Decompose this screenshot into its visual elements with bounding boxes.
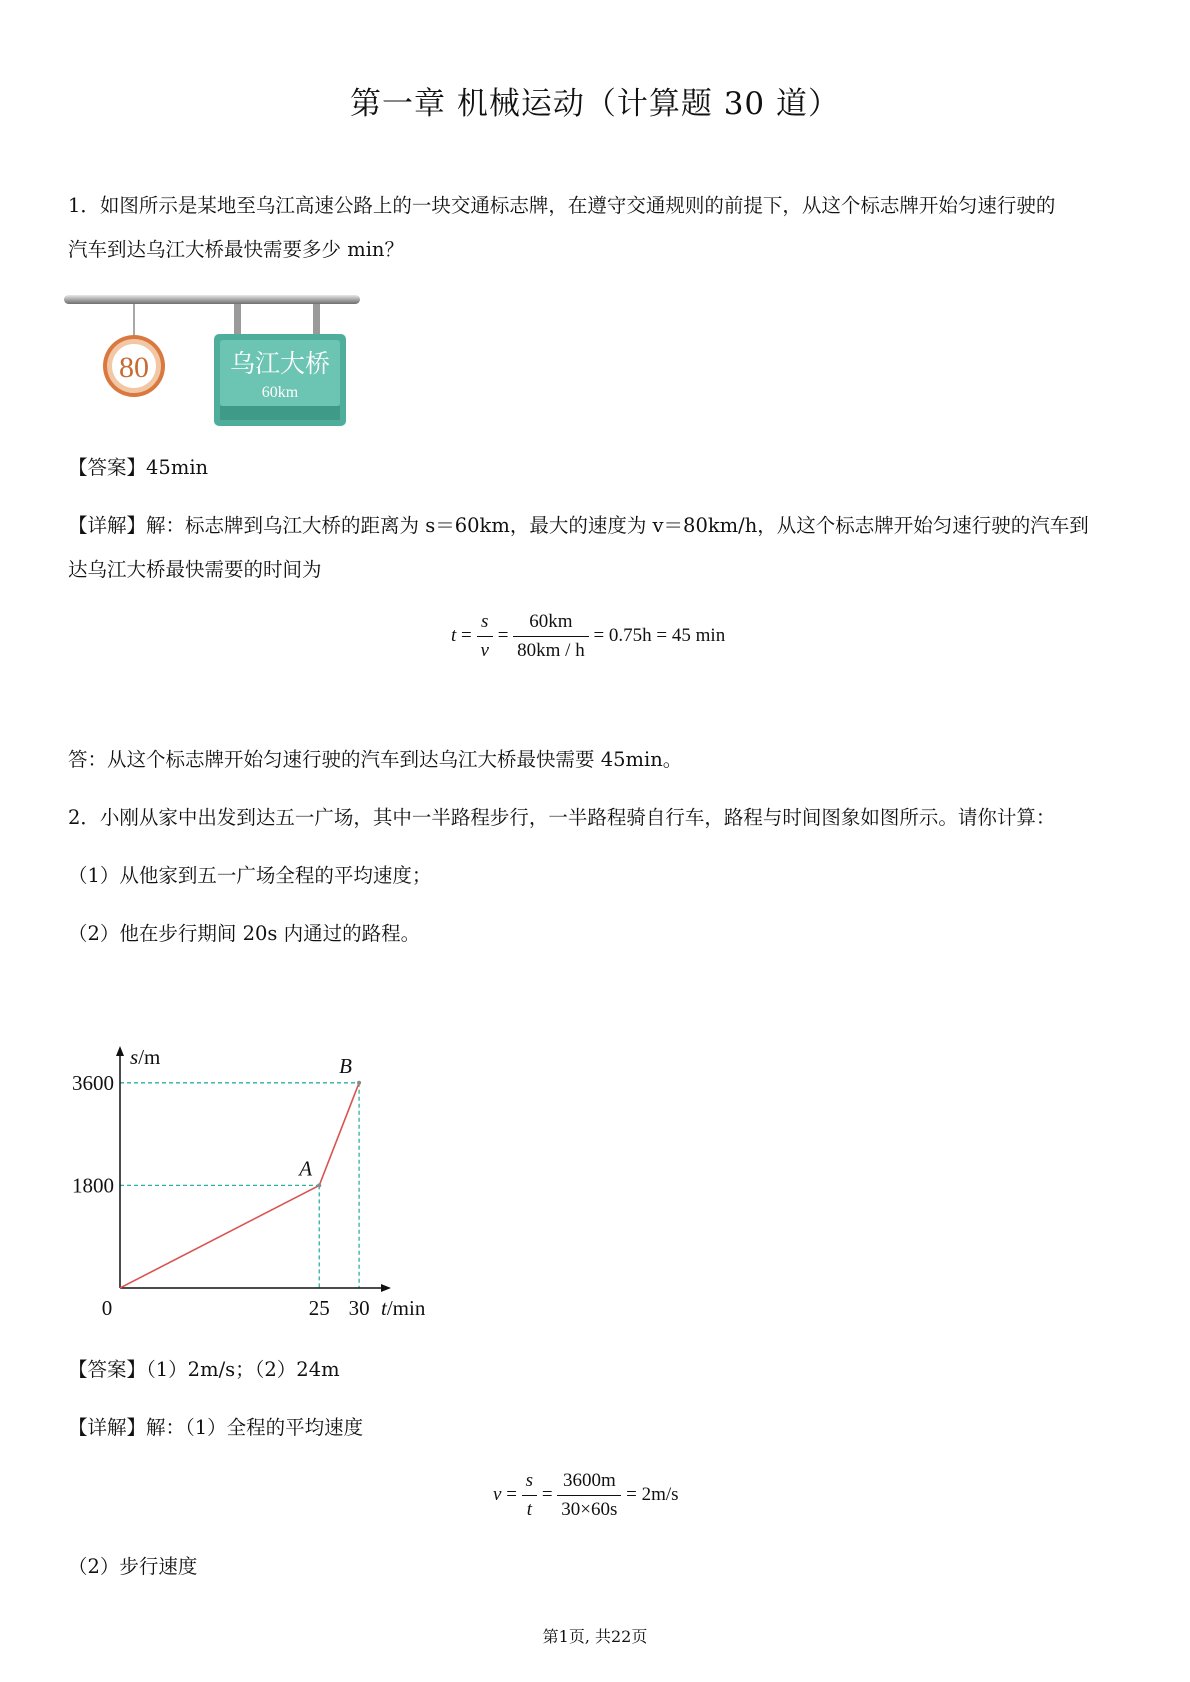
q1-text-line2: 汽车到达乌江大桥最快需要多少 min？ [68,238,404,261]
formula-fraction-2 [513,611,589,662]
q2-sub2-detail: （2）步行速度 [68,1555,198,1578]
formula-eq-2: = [497,624,509,646]
q2-formula [493,1470,679,1521]
formula-lhs: t [451,624,457,646]
q2-sub2: （2）他在步行期间 20s 内通过的路程。 [68,922,421,945]
q1-answer [68,456,208,480]
fraction-numerator: s [522,1470,537,1496]
data-point [317,1183,321,1187]
fraction-denominator: v [480,640,489,661]
y-tick-label: 1800 [72,1173,114,1198]
fraction-numerator: s [477,611,493,637]
q1-detail-line2: 达乌江大桥最快需要的时间为 [68,558,322,581]
speed-limit-sign [103,335,165,397]
detail-text: 解：标志牌到乌江大桥的距离为 s＝60km，最大的速度为 v＝80km/h，从这个标志牌开始匀速行驶的汽车到 [146,514,1089,537]
x-axis-label: t/min [381,1296,426,1320]
q2-answer [68,1358,340,1382]
sign-bracket-right [313,304,320,338]
answer-value: （1）2m/s；（2）24m [146,1358,340,1381]
q2-text: 2．小刚从家中出发到达五一广场，其中一半路程步行，一半路程骑自行车，路程与时间图象如图所示。请你计算： [68,806,1056,829]
x-tick-label: 25 [308,1296,330,1320]
q1-detail-line1 [68,514,1089,538]
formula-lhs: v [493,1483,502,1505]
answer-tag: 【答案】 [68,1358,147,1381]
data-point [357,1081,361,1085]
detail-text: 解：（1）全程的平均速度 [146,1416,364,1439]
formula-fraction-2 [557,1470,621,1521]
answer-value: 45min [146,456,209,479]
detail-tag: 【详解】 [68,514,147,537]
fraction-denominator: t [526,1499,532,1520]
formula-eq: = [461,624,472,646]
x-axis-arrow [381,1284,391,1292]
fraction-numerator: 3600m [557,1470,621,1496]
answer-tag: 【答案】 [68,456,147,479]
q1-formula [451,611,725,662]
speed-limit-value: 80 [119,351,149,384]
formula-result: = 0.75h = 45 min [593,624,726,646]
q1-text-line1: 1．如图所示是某地至乌江高速公路上的一块交通标志牌，在遵守交通规则的前提下，从这个标志牌开始匀速行驶的 [68,194,1056,217]
y-tick-label: 3600 [72,1070,114,1095]
sign-pole [64,295,360,304]
destination-board [214,334,346,426]
x-tick-label: 0 [101,1296,113,1320]
destination-distance: 60km [261,384,299,401]
formula-eq: = [506,1483,517,1505]
point-label-a: A [299,1156,313,1181]
point-label-b: B [339,1053,352,1078]
formula-result: = 2m/s [626,1483,679,1505]
fraction-denominator: 30×60s [561,1499,618,1520]
q2-sub1: （1）从他家到五一广场全程的平均速度； [68,864,432,887]
fraction-numerator: 60km [513,611,589,637]
formula-eq-2: = [541,1483,553,1505]
sign-bracket-left [234,304,241,338]
q1-conclusion: 答：从这个标志牌开始匀速行驶的汽车到达乌江大桥最快需要 45min。 [68,748,683,771]
detail-tag: 【详解】 [68,1416,147,1439]
formula-fraction-1 [522,1470,537,1521]
page-footer: 第1页, 共22页 [542,1627,648,1646]
y-axis-arrow [116,1046,124,1056]
traffic-sign-figure [62,288,362,453]
y-axis-label: s/m [130,1045,161,1069]
fraction-denominator: 80km / h [517,640,585,661]
q2-detail-line1 [68,1416,363,1440]
formula-fraction-1 [477,611,493,662]
destination-name: 乌江大桥 [229,349,331,378]
distance-time-chart [55,1040,460,1325]
x-tick-label: 30 [348,1296,370,1320]
page-title: 第一章 机械运动（计算题 30 道） [349,86,840,122]
